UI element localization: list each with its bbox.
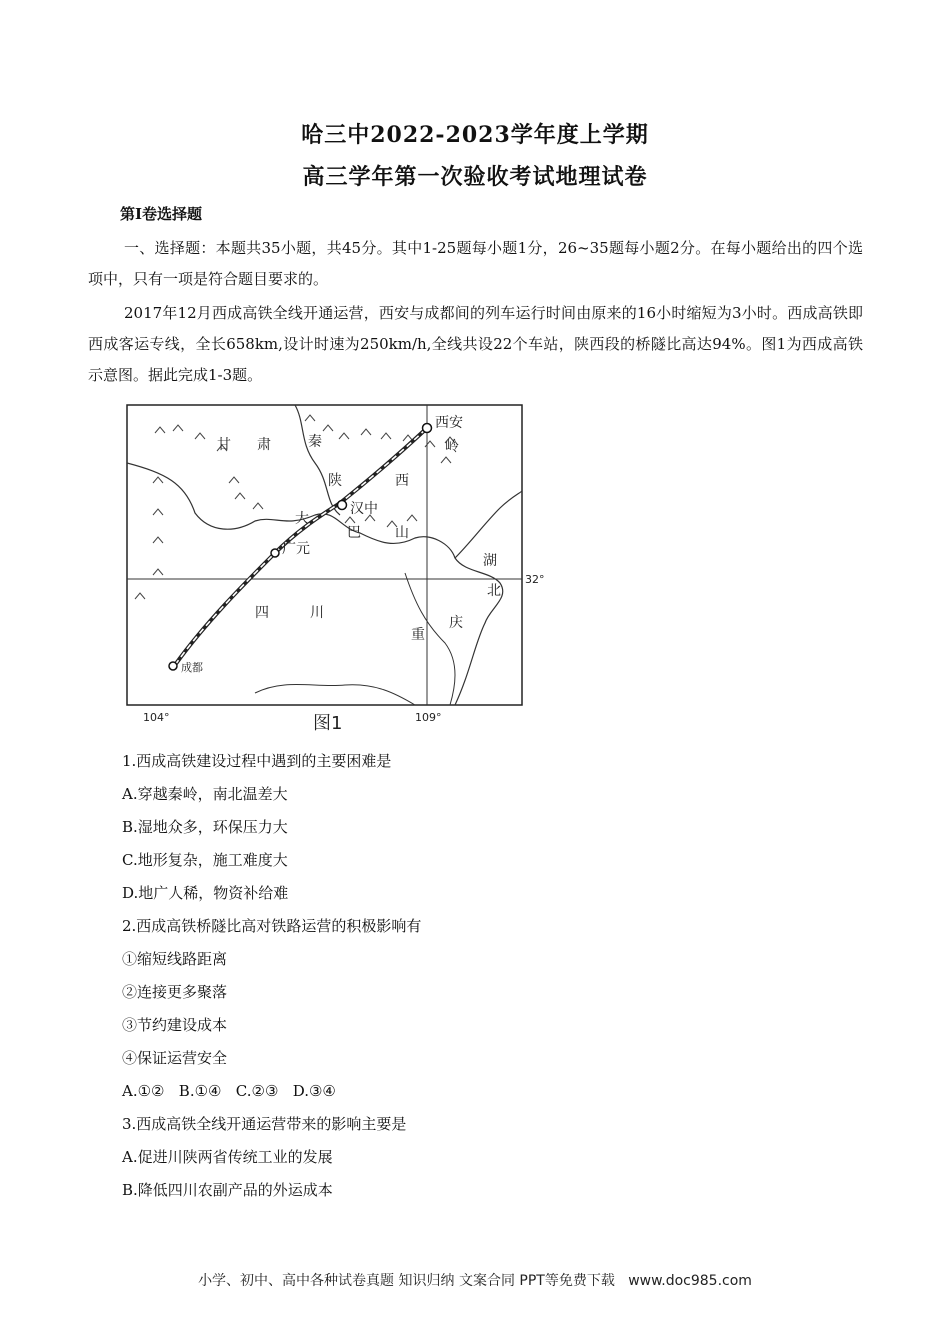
hubei-boundary <box>455 491 522 558</box>
gansu-shaanxi-boundary <box>295 405 340 515</box>
map-frame <box>127 405 522 705</box>
question-2-options: A.①② B.①④ C.②③ D.③④ <box>122 1082 336 1100</box>
question-2-item-3: ③节约建设成本 <box>122 1016 228 1034</box>
label-sichuan-2: 川 <box>310 605 324 621</box>
chengdu-station-marker <box>169 662 177 670</box>
question-2-item-1: ①缩短线路距离 <box>122 950 228 968</box>
question-1-option-d: D.地广人稀，物资补给难 <box>122 884 289 902</box>
section-label: 第I卷选择题 <box>120 205 203 223</box>
label-qin: 秦 <box>308 434 322 450</box>
label-gansu-1: 甘 <box>217 437 231 453</box>
exam-title-line2: 高三学年第一次验收考试地理试卷 <box>302 164 648 190</box>
label-chongqing-1: 重 <box>411 627 425 643</box>
label-sichuan-1: 四 <box>255 605 269 621</box>
label-gansu-2: 肃 <box>257 437 271 453</box>
xian-station-marker <box>423 424 432 433</box>
label-shaanxi-1: 陕 <box>328 473 342 489</box>
mountain-symbols <box>135 415 455 599</box>
label-lat-32: 32° <box>525 573 545 586</box>
label-lon-104: 104° <box>143 711 170 724</box>
question-1-stem: 1.西成高铁建设过程中遇到的主要困难是 <box>122 752 392 770</box>
exam-title-line1: 哈三中2022-2023学年度上学期 <box>301 122 649 148</box>
question-2-stem: 2.西成高铁桥隧比高对铁路运营的积极影响有 <box>122 917 422 935</box>
question-2-item-2: ②连接更多聚落 <box>122 983 228 1001</box>
label-chengdu: 成都 <box>181 661 203 674</box>
label-shan: 山 <box>395 525 409 541</box>
label-ling: 岭 <box>445 439 459 455</box>
question-3-stem: 3.西成高铁全线开通运营带来的影响主要是 <box>122 1115 407 1133</box>
label-lon-109: 109° <box>415 711 442 724</box>
hanzhong-station-marker <box>338 501 347 510</box>
label-ba: 巴 <box>347 525 361 541</box>
page-footer: 小学、初中、高中各种试卷真题 知识归纳 文案合同 PPT等免费下载 www.doc985.com <box>198 1273 752 1289</box>
label-hubei-2: 北 <box>487 583 501 599</box>
passage-paragraph: 2017年12月西成高铁全线开通运营，西安与成都间的列车运行时间由原来的16小时缩短为3小时。西成高铁即西成客运专线，全长658km,设计时速为250km/h,全线共设22个车站，陕西段的桥隧比高达94%。图1为西成高铁示意图。据此完成1-3题。 <box>88 304 863 384</box>
label-xian: 西安 <box>435 415 463 431</box>
question-1-option-c: C.地形复杂，施工难度大 <box>122 851 288 869</box>
label-da: 大 <box>295 511 309 527</box>
railway-map-figure <box>125 403 545 733</box>
question-2-item-4: ④保证运营安全 <box>122 1049 228 1067</box>
label-chongqing-2: 庆 <box>449 615 463 631</box>
instructions-paragraph: 一、选择题：本题共35小题，共45分。其中1-25题每小题1分，26~35题每小题2分。在每小题给出的四个选项中，只有一项是符合题目要求的。 <box>88 239 863 288</box>
question-1-option-b: B.湿地众多，环保压力大 <box>122 818 288 836</box>
label-shaanxi-2: 西 <box>395 473 409 489</box>
question-1-option-a: A.穿越秦岭，南北温差大 <box>122 785 288 803</box>
label-hubei-1: 湖 <box>483 553 497 569</box>
southern-boundary <box>255 684 415 705</box>
label-guangyuan: 广元 <box>282 541 310 557</box>
question-3-option-b: B.降低四川农副产品的外运成本 <box>122 1181 333 1199</box>
map-caption: 图1 <box>313 713 343 733</box>
guangyuan-station-marker <box>271 549 279 557</box>
question-3-option-a: A.促进川陕两省传统工业的发展 <box>122 1148 333 1166</box>
label-hanzhong: 汉中 <box>350 501 378 517</box>
